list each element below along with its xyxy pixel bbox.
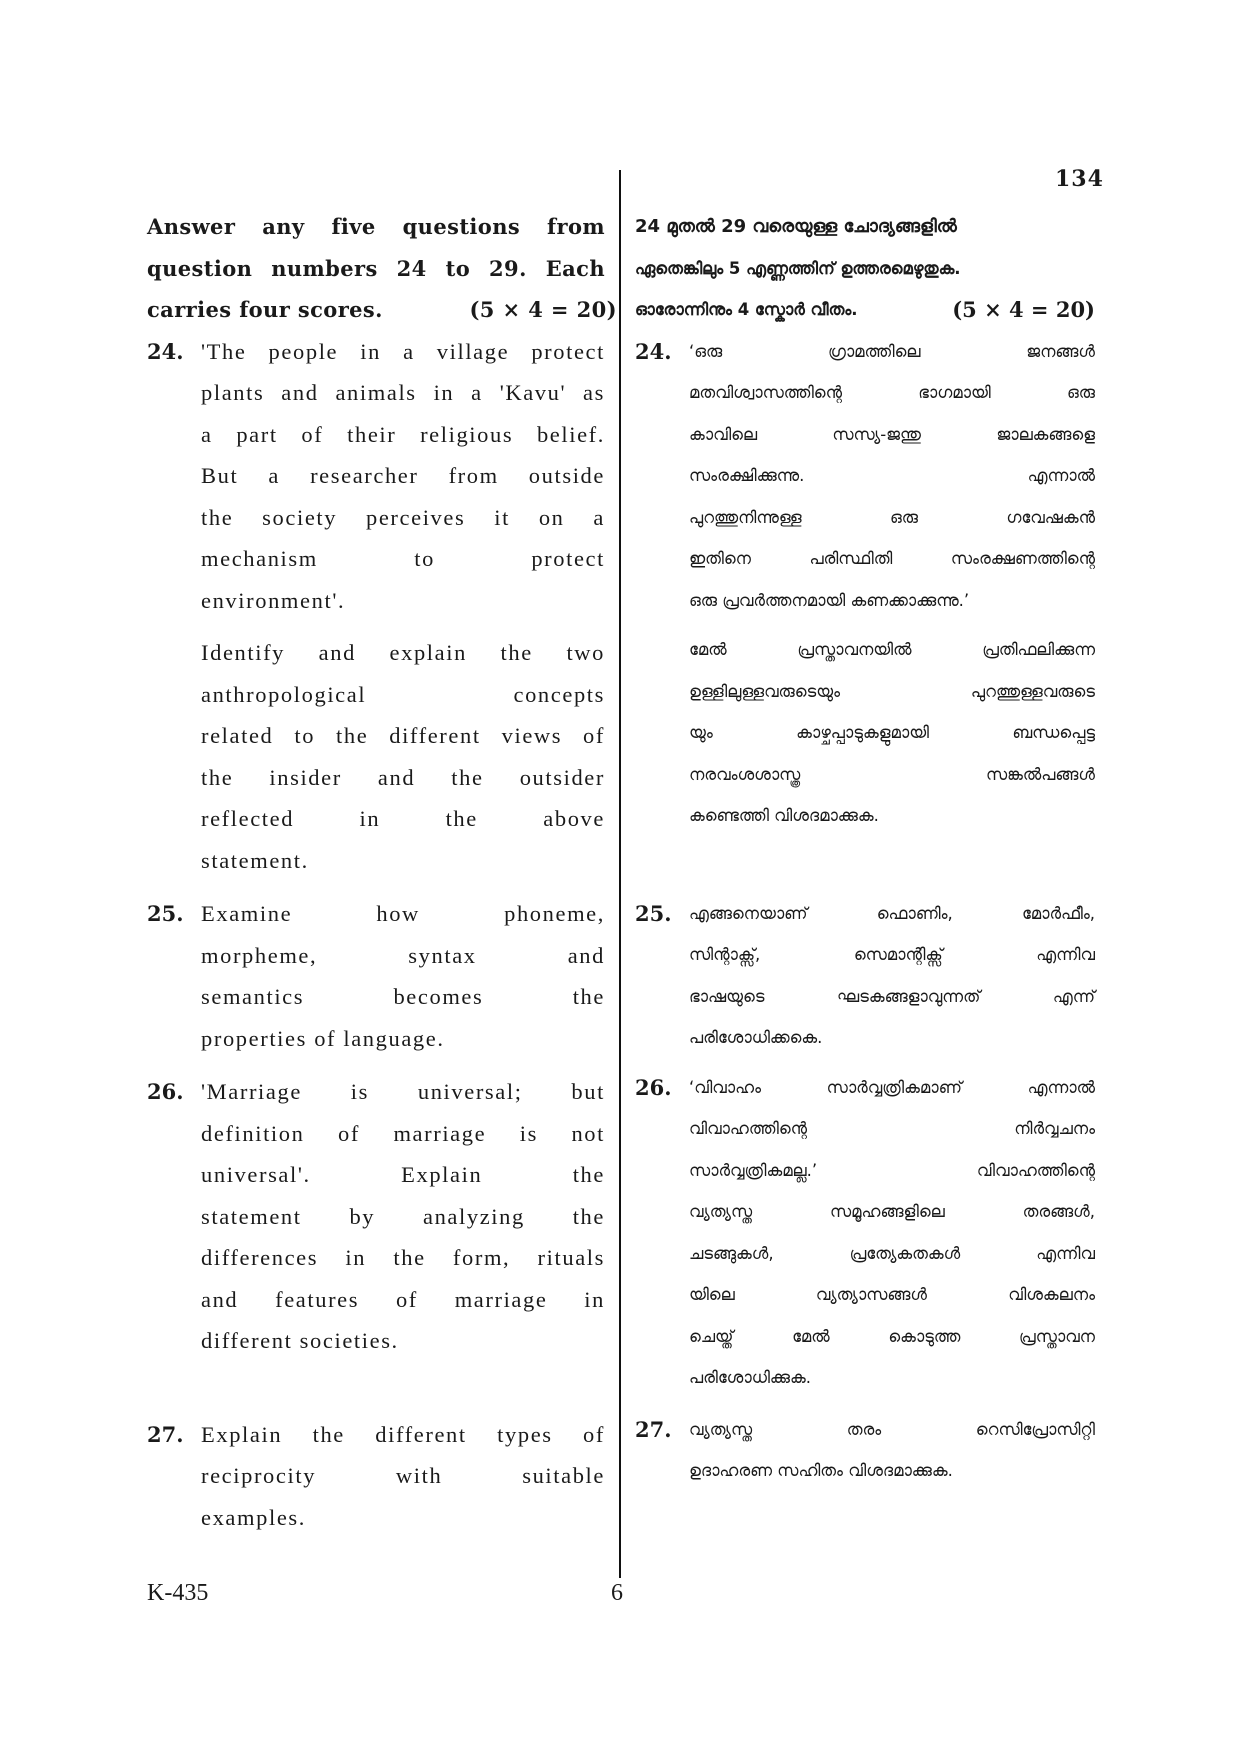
text-line: ഉദാഹരണ സഹിതം വിശദമാക്കുക.: [689, 1461, 953, 1480]
question-paragraph: [201, 331, 605, 622]
paper-code: K-435: [147, 1580, 209, 1606]
text-line: ‘വിവാഹം സാർവ്വത്രികമാണ് എന്നാൽ: [689, 1077, 1095, 1097]
text-line: പരിശോധിക്കുക.: [689, 1368, 811, 1387]
question-number: 27.: [147, 1421, 184, 1447]
marks-label: (5 × 4 = 20): [952, 297, 1095, 322]
text-line: and features of marriage in: [201, 1286, 605, 1312]
question-26-ml: [635, 1067, 1095, 1399]
text-line: മതവിശ്വാസത്തിന്റെ ഭാഗമായി ഒരു: [689, 383, 1095, 402]
text-line: statement by analyzing the: [201, 1203, 605, 1229]
text-line: related to the different views of: [201, 723, 605, 748]
text-line: different societies.: [201, 1328, 399, 1353]
text-line: statement.: [201, 847, 309, 873]
instruction-en: [147, 206, 617, 331]
text-line: environment'.: [201, 587, 346, 613]
text-line: the society perceives it on a: [201, 504, 605, 530]
question-number: 25.: [635, 900, 672, 926]
text-line: ഭാഷയുടെ ഘടകങ്ങളാവുന്നത് എന്ന്: [689, 986, 1095, 1006]
text-line: എങ്ങനെയാണ് ഫൊണിം, മോർഫീം,: [689, 903, 1095, 923]
marks-label: (5 × 4 = 20): [469, 297, 617, 322]
instruction-line: ഓരോന്നിനും 4 സ്കോർ വീതം.: [635, 300, 858, 319]
text-line: യും കാഴ്ചപ്പാടുകളുമായി ബന്ധപ്പെട്ട: [689, 723, 1095, 742]
text-line: മേൽ പ്രസ്താവനയിൽ പ്രതിഫലിക്കുന്ന: [689, 640, 1095, 659]
text-line: examples.: [201, 1504, 306, 1530]
question-paragraph: [689, 629, 1095, 837]
text-line: ഇതിനെ പരിസ്ഥിതി സംരക്ഷണത്തിന്റെ: [689, 549, 1095, 568]
text-line: ‘ഒരു ഗ്രാമത്തിലെ ജനങ്ങൾ: [689, 341, 1095, 361]
text-line: ചടങ്ങുകൾ, പ്രത്യേകതകൾ എന്നിവ: [689, 1243, 1095, 1263]
instruction-line: Answer any five questions from: [147, 214, 605, 239]
text-line: Explain the different types of: [201, 1421, 605, 1447]
instruction-line: question numbers 24 to 29. Each: [147, 255, 605, 281]
text-line: 'The people in a village protect: [201, 338, 605, 364]
text-line: But a researcher from outside: [201, 463, 605, 488]
text-line: properties of language.: [201, 1025, 445, 1051]
page-number-top: 134: [1055, 166, 1104, 192]
question-25-en: [147, 893, 605, 1059]
text-line: വ്യത്യസ്ത സമൂഹങ്ങളിലെ തരങ്ങൾ,: [689, 1202, 1095, 1221]
column-divider: [619, 170, 621, 1578]
text-line: anthropological concepts: [201, 681, 605, 707]
question-24-en: [147, 331, 605, 882]
text-line: Identify and explain the two: [201, 640, 605, 665]
question-number: 27.: [635, 1416, 672, 1442]
text-line: a part of their religious belief.: [201, 421, 605, 447]
malayalam-column: [635, 206, 1095, 1492]
question-number: 24.: [635, 338, 672, 364]
text-line: കണ്ടെത്തി വിശദമാക്കുക.: [689, 806, 879, 825]
text-line: Examine how phoneme,: [201, 901, 605, 926]
text-line: പുറത്തുനിന്നുള്ള ഒരു ഗവേഷകൻ: [689, 507, 1095, 527]
text-line: വിവാഹത്തിന്റെ നിർവ്വചനം: [689, 1119, 1095, 1138]
question-number: 25.: [147, 901, 184, 926]
text-line: 'Marriage is universal; but: [201, 1079, 605, 1104]
text-line: സാർവ്വത്രികമല്ല.’ വിവാഹത്തിന്റെ: [689, 1160, 1095, 1180]
question-number: 26.: [147, 1079, 184, 1104]
text-line: ഉള്ളിലുള്ളവരുടെയും പുറത്തുള്ളവരുടെ: [689, 681, 1095, 701]
question-27-ml: [635, 1409, 1095, 1492]
question-27-en: [147, 1414, 605, 1539]
question-number: 26.: [635, 1074, 672, 1100]
text-line: differences in the form, rituals: [201, 1245, 605, 1270]
text-line: the insider and the outsider: [201, 764, 605, 790]
text-line: ചെയ്ത് മേൽ കൊടുത്ത പ്രസ്താവന: [689, 1326, 1095, 1346]
text-line: നരവംശശാസ്ത്ര സങ്കൽപങ്ങൾ: [689, 764, 1095, 784]
text-line: morpheme, syntax and: [201, 942, 605, 968]
text-line: സംരക്ഷിക്കുന്നു. എന്നാൽ: [689, 466, 1095, 485]
question-paragraph: [201, 632, 605, 881]
english-column: [147, 206, 617, 1538]
question-paragraph: [689, 331, 1095, 622]
question-24-ml: [635, 331, 1095, 837]
text-line: ഒരു പ്രവർത്തനമായി കണക്കാക്കുന്നു.’: [689, 590, 970, 610]
text-line: definition of marriage is not: [201, 1120, 605, 1146]
text-line: പരിശോധിക്കകെ.: [689, 1028, 823, 1047]
text-line: കാവിലെ സസ്യ-ജന്തു ജാലകങ്ങളെ: [689, 424, 1095, 444]
instruction-line: ഏതെങ്കിലും 5 എണ്ണത്തിന് ഉത്തരമെഴുതുക.: [635, 258, 961, 278]
instruction-line: 24 മുതൽ 29 വരെയുള്ള ചോദ്യങ്ങളിൽ: [635, 216, 957, 237]
text-line: വ്യത്യസ്ത തരം റെസിപ്രോസിറ്റി: [689, 1419, 1095, 1439]
instruction-line: carries four scores.: [147, 297, 383, 322]
question-25-ml: [635, 893, 1095, 1059]
text-line: universal'. Explain the: [201, 1162, 605, 1187]
text-line: plants and animals in a 'Kavu' as: [201, 380, 605, 405]
text-line: സിന്റാക്സ്, സെമാന്റിക്സ് എന്നിവ: [689, 945, 1095, 964]
question-26-en: [147, 1071, 605, 1362]
text-line: reciprocity with suitable: [201, 1463, 605, 1488]
instruction-ml: [635, 206, 1095, 331]
text-line: യിലെ വ്യത്യാസങ്ങൾ വിശകലനം: [689, 1285, 1095, 1304]
text-line: reflected in the above: [201, 806, 605, 831]
page-index: 6: [611, 1580, 623, 1606]
text-line: semantics becomes the: [201, 984, 605, 1009]
question-number: 24.: [147, 338, 184, 364]
text-line: mechanism to protect: [201, 546, 605, 571]
